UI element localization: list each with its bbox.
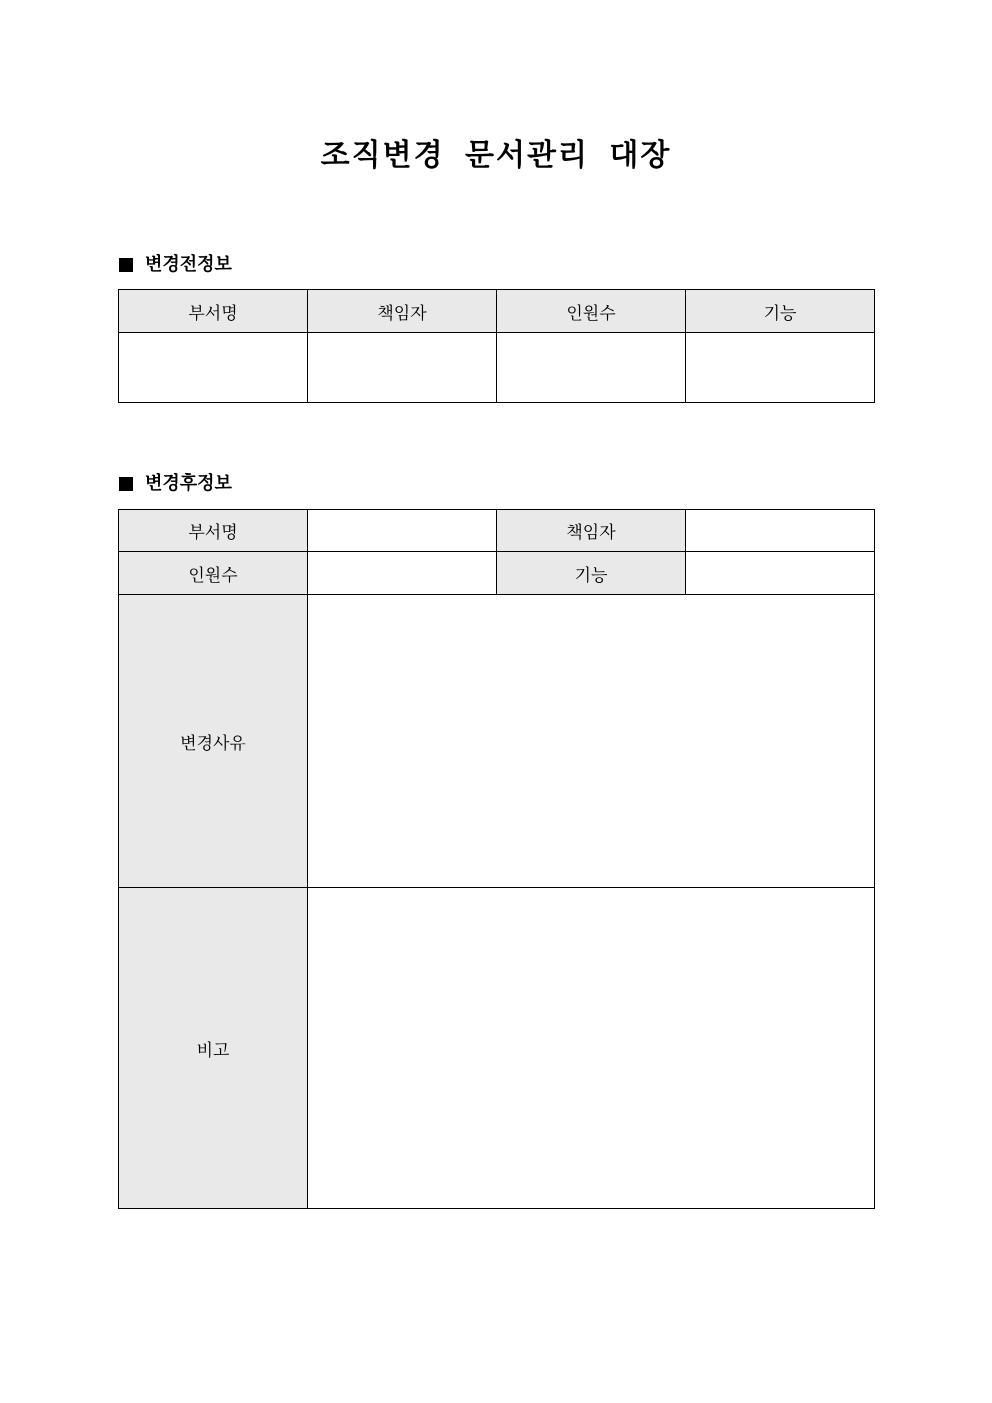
after-section-heading xyxy=(119,472,232,496)
column-header-dept: 부서명 xyxy=(119,290,308,333)
table-row xyxy=(119,333,875,403)
after-section-heading-text: 변경후정보 xyxy=(145,473,232,494)
column-header-manager: 책임자 xyxy=(308,290,497,333)
dept-label: 부서명 xyxy=(119,510,308,552)
remarks-label: 비고 xyxy=(119,888,308,1209)
table-row xyxy=(119,595,875,888)
after-info-table xyxy=(118,509,875,1209)
column-header-function: 기능 xyxy=(686,290,875,333)
before-info-table xyxy=(118,289,875,403)
before-section-heading-text: 변경전정보 xyxy=(145,254,232,275)
reason-cell[interactable] xyxy=(308,595,875,888)
table-header-row xyxy=(119,290,875,333)
function-label: 기능 xyxy=(497,552,686,595)
before-section-heading xyxy=(119,253,232,277)
after-manager-cell[interactable] xyxy=(686,510,875,552)
remarks-cell[interactable] xyxy=(308,888,875,1209)
after-dept-cell[interactable] xyxy=(308,510,497,552)
table-row xyxy=(119,510,875,552)
document-title: 조직변경 문서관리 대장 xyxy=(320,138,672,173)
after-function-cell[interactable] xyxy=(686,552,875,595)
before-manager-cell[interactable] xyxy=(308,333,497,403)
after-headcount-cell[interactable] xyxy=(308,552,497,595)
manager-label: 책임자 xyxy=(497,510,686,552)
square-bullet-icon xyxy=(119,477,133,491)
table-row xyxy=(119,888,875,1209)
headcount-label: 인원수 xyxy=(119,552,308,595)
column-header-headcount: 인원수 xyxy=(497,290,686,333)
reason-label: 변경사유 xyxy=(119,595,308,888)
before-function-cell[interactable] xyxy=(686,333,875,403)
before-headcount-cell[interactable] xyxy=(497,333,686,403)
table-row xyxy=(119,552,875,595)
before-dept-cell[interactable] xyxy=(119,333,308,403)
square-bullet-icon xyxy=(119,258,133,272)
